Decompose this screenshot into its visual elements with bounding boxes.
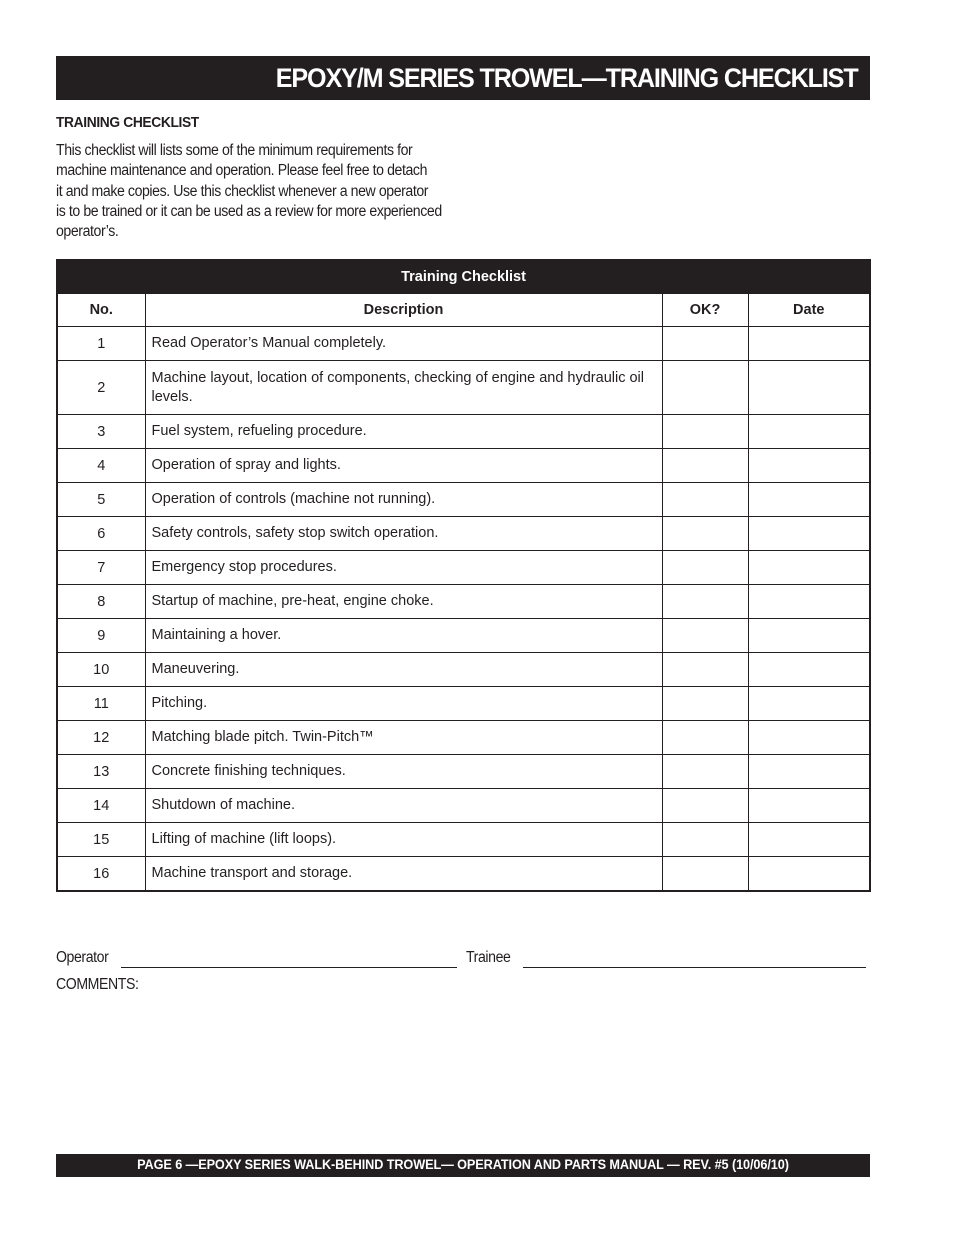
trainee-signature — [466, 949, 515, 967]
page-title: EPOXY/M SERIES TROWEL—TRAINING CHECKLIST — [276, 63, 858, 93]
row-date-cell[interactable] — [748, 823, 870, 857]
page-footer — [56, 1154, 870, 1177]
table-row — [57, 721, 870, 755]
row-ok-cell[interactable] — [662, 789, 748, 823]
column-header-description: Description — [145, 294, 662, 327]
row-number: 2 — [57, 361, 145, 415]
row-ok-cell[interactable] — [662, 619, 748, 653]
row-description: Fuel system, refueling procedure. — [145, 415, 662, 449]
table-row — [57, 755, 870, 789]
comments-label: COMMENTS: — [56, 976, 139, 993]
row-ok-cell[interactable] — [662, 551, 748, 585]
row-date-cell[interactable] — [748, 619, 870, 653]
row-number: 9 — [57, 619, 145, 653]
row-description: Safety controls, safety stop switch operation. — [145, 517, 662, 551]
row-number: 4 — [57, 449, 145, 483]
row-ok-cell[interactable] — [662, 361, 748, 415]
table-caption: Training Checklist — [57, 260, 870, 294]
row-ok-cell[interactable] — [662, 517, 748, 551]
row-date-cell[interactable] — [748, 789, 870, 823]
row-date-cell[interactable] — [748, 415, 870, 449]
table-row — [57, 415, 870, 449]
row-ok-cell[interactable] — [662, 449, 748, 483]
row-description: Maneuvering. — [145, 653, 662, 687]
table-caption-row — [57, 260, 870, 294]
row-number: 8 — [57, 585, 145, 619]
row-number: 10 — [57, 653, 145, 687]
row-number: 12 — [57, 721, 145, 755]
row-description: Startup of machine, pre-heat, engine choke. — [145, 585, 662, 619]
row-description: Machine layout, location of components, checking of engine and hydraulic oil levels. — [145, 361, 662, 415]
table-row — [57, 483, 870, 517]
intro-line: This checklist will lists some of the minimum requirements for — [56, 142, 413, 159]
row-ok-cell[interactable] — [662, 327, 748, 361]
intro-paragraph — [56, 141, 447, 242]
row-ok-cell[interactable] — [662, 857, 748, 892]
intro-line: is to be trained or it can be used as a review for more experienced — [56, 202, 442, 220]
row-date-cell[interactable] — [748, 361, 870, 415]
table-row — [57, 551, 870, 585]
column-header-no: No. — [57, 294, 145, 327]
operator-signature — [56, 949, 114, 967]
row-description: Lifting of machine (lift loops). — [145, 823, 662, 857]
trainee-label: Trainee — [466, 949, 511, 966]
row-date-cell[interactable] — [748, 449, 870, 483]
row-description: Operation of controls (machine not running). — [145, 483, 662, 517]
row-ok-cell[interactable] — [662, 415, 748, 449]
row-description: Read Operator’s Manual completely. — [145, 327, 662, 361]
row-ok-cell[interactable] — [662, 823, 748, 857]
column-header-ok: OK? — [662, 294, 748, 327]
row-ok-cell[interactable] — [662, 687, 748, 721]
column-header-date: Date — [748, 294, 870, 327]
row-date-cell[interactable] — [748, 585, 870, 619]
row-date-cell[interactable] — [748, 721, 870, 755]
row-ok-cell[interactable] — [662, 585, 748, 619]
row-date-cell[interactable] — [748, 551, 870, 585]
row-description: Concrete finishing techniques. — [145, 755, 662, 789]
intro-line: machine maintenance and operation. Please feel free to detach — [56, 162, 428, 180]
section-heading: TRAINING CHECKLIST — [56, 114, 199, 131]
row-number: 13 — [57, 755, 145, 789]
row-description: Operation of spray and lights. — [145, 449, 662, 483]
table-row — [57, 687, 870, 721]
row-ok-cell[interactable] — [662, 721, 748, 755]
table-row — [57, 619, 870, 653]
row-description: Shutdown of machine. — [145, 789, 662, 823]
row-description: Machine transport and storage. — [145, 857, 662, 892]
intro-line: operator’s. — [56, 223, 119, 241]
table-row — [57, 449, 870, 483]
row-ok-cell[interactable] — [662, 755, 748, 789]
table-row — [57, 361, 870, 415]
footer-text: PAGE 6 —EPOXY SERIES WALK-BEHIND TROWEL— OPERATION AND PARTS MANUAL — REV. #5 (10/06/10) — [137, 1157, 789, 1172]
row-number: 3 — [57, 415, 145, 449]
operator-label: Operator — [56, 949, 109, 966]
row-date-cell[interactable] — [748, 857, 870, 892]
row-number: 14 — [57, 789, 145, 823]
row-ok-cell[interactable] — [662, 653, 748, 687]
row-date-cell[interactable] — [748, 517, 870, 551]
page-title-bar — [56, 56, 870, 100]
row-date-cell[interactable] — [748, 653, 870, 687]
row-ok-cell[interactable] — [662, 483, 748, 517]
row-number: 16 — [57, 857, 145, 892]
row-number: 1 — [57, 327, 145, 361]
row-number: 15 — [57, 823, 145, 857]
row-date-cell[interactable] — [748, 687, 870, 721]
row-date-cell[interactable] — [748, 327, 870, 361]
intro-line: it and make copies. Use this checklist whenever a new operator — [56, 182, 429, 200]
table-row — [57, 585, 870, 619]
table-row — [57, 857, 870, 892]
row-number: 11 — [57, 687, 145, 721]
row-number: 6 — [57, 517, 145, 551]
row-date-cell[interactable] — [748, 483, 870, 517]
row-description: Pitching. — [145, 687, 662, 721]
trainee-signature-line[interactable] — [523, 967, 866, 968]
table-body — [57, 327, 870, 892]
table-row — [57, 327, 870, 361]
row-description: Emergency stop procedures. — [145, 551, 662, 585]
table-header-row — [57, 294, 870, 327]
row-number: 7 — [57, 551, 145, 585]
table-row — [57, 517, 870, 551]
table-row — [57, 653, 870, 687]
operator-signature-line[interactable] — [121, 967, 457, 968]
table-row — [57, 823, 870, 857]
row-number: 5 — [57, 483, 145, 517]
table-row — [57, 789, 870, 823]
row-description: Matching blade pitch. Twin-Pitch™ — [145, 721, 662, 755]
training-checklist-table — [56, 259, 871, 892]
row-date-cell[interactable] — [748, 755, 870, 789]
row-description: Maintaining a hover. — [145, 619, 662, 653]
